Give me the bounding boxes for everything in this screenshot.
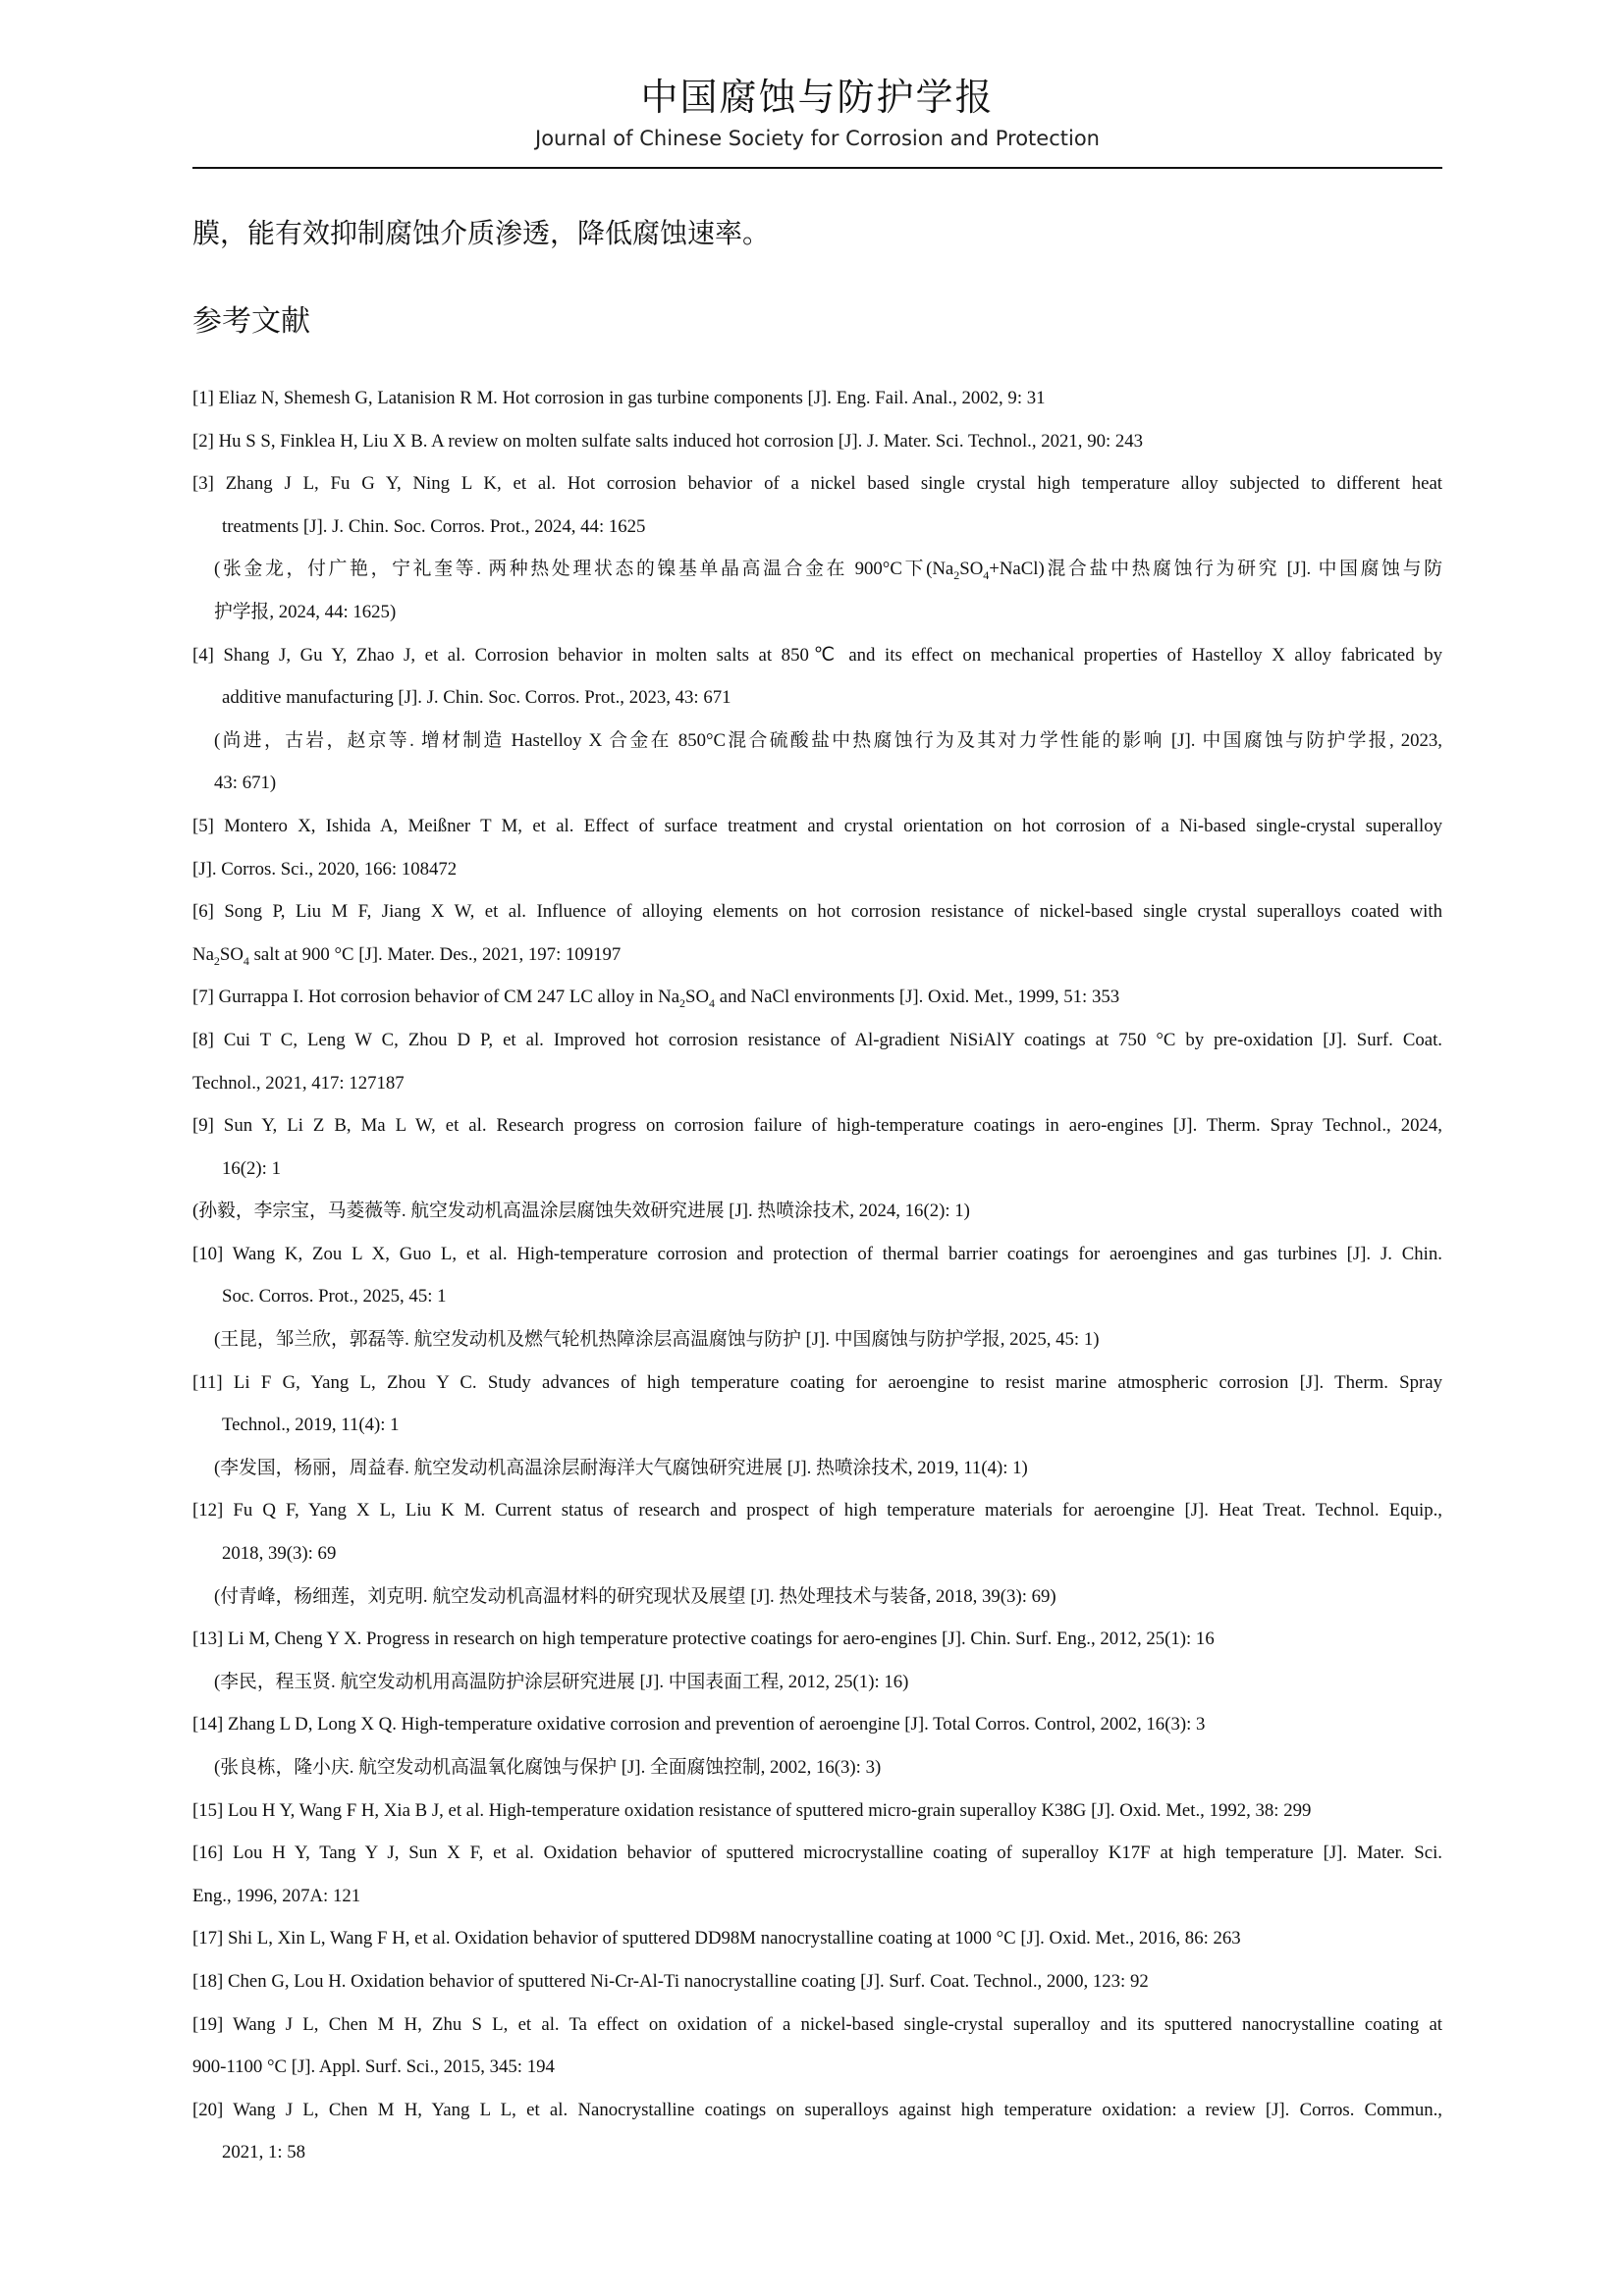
reference-text: 2018, 39(3): 69 xyxy=(222,1543,337,1565)
reference-line xyxy=(192,1148,1442,1191)
journal-title-en: Journal of Chinese Society for Corrosion and Protection xyxy=(535,127,1100,150)
reference-text: (李发国，杨丽，周益春. 航空发动机高温涂层耐海洋大气腐蚀研究进展 [J]. 热喷涂技术, 2019, 11(4): 1) xyxy=(214,1457,1028,1478)
reference-text: (尚进，古岩，赵京等. 增材制造 Hastelloy X 合金在 850°C混合硫酸盐中热腐蚀行为及其对力学性能的影响 [J]. 中国腐蚀与防护学报, 2023, xyxy=(214,729,1442,751)
reference-text: [12] Fu Q F, Yang X L, Liu K M. Current status of research and prospect of high temperature materials for aeroengine [J]. Heat Treat. Technol. Equip., xyxy=(192,1500,1442,1522)
reference-text: Soc. Corros. Prot., 2025, 45: 1 xyxy=(222,1286,447,1308)
reference-line xyxy=(192,2089,1442,2132)
reference-text: (孙毅，李宗宝，马菱薇等. 航空发动机高温涂层腐蚀失效研究进展 [J]. 热喷涂技术, 2024, 16(2): 1) xyxy=(192,1201,970,1222)
reference-text: Technol., 2021, 417: 127187 xyxy=(192,1072,405,1094)
reference-line xyxy=(192,1447,1442,1490)
reference-text: 2021, 1: 58 xyxy=(222,2142,306,2163)
reference-text: SO xyxy=(959,559,984,580)
reference-text: [16] Lou H Y, Tang Y J, Sun X F, et al. Oxidation behavior of sputtered microcrystalline coating of superalloy K17F at high temperature [J]. Mater. Sci. xyxy=(192,1842,1442,1864)
reference-text: [10] Wang K, Zou L X, Guo L, et al. High-temperature corrosion and protection of thermal barrier coatings for aeroengines and gas turbines [J]. J. Chin. xyxy=(192,1243,1442,1264)
reference-text: 43: 671) xyxy=(214,773,277,794)
reference-line xyxy=(192,1404,1442,1447)
reference-text: Na xyxy=(192,943,214,965)
reference-line xyxy=(192,1917,1442,1960)
reference-line xyxy=(192,591,1442,634)
reference-line xyxy=(192,1532,1442,1575)
reference-line xyxy=(192,1233,1442,1276)
reference-line xyxy=(192,1875,1442,1918)
reference-text: [9] Sun Y, Li Z B, Ma L W, et al. Research progress on corrosion failure of high-temperature coatings in aero-engines [J]. Therm. Spray Technol., 2024, xyxy=(192,1115,1442,1137)
reference-line xyxy=(192,1960,1442,2003)
reference-text: [J]. Corros. Sci., 2020, 166: 108472 xyxy=(192,858,458,880)
reference-text: (王昆，邹兰欣，郭磊等. 航空发动机及燃气轮机热障涂层高温腐蚀与防护 [J]. 中国腐蚀与防护学报, 2025, 45: 1) xyxy=(214,1329,1100,1351)
reference-text: SO xyxy=(685,987,710,1008)
reference-text: [2] Hu S S, Finklea H, Liu X B. A review on molten sulfate salts induced hot corrosion [J]. J. Mater. Sci. Technol., 2021, 90: 243 xyxy=(192,430,1144,452)
reference-text: additive manufacturing [J]. J. Chin. Soc. Corros. Prot., 2023, 43: 671 xyxy=(222,687,731,709)
journal-header xyxy=(192,73,1442,153)
reference-line xyxy=(192,1789,1442,1833)
reference-subscript: 4 xyxy=(983,568,990,583)
reference-line xyxy=(192,1318,1442,1362)
reference-text: 900-1100 °C [J]. Appl. Surf. Sci., 2015, 345: 194 xyxy=(192,2056,555,2078)
body-paragraph: 膜，能有效抑制腐蚀介质渗透，降低腐蚀速率。 xyxy=(192,217,771,249)
reference-line xyxy=(192,2046,1442,2089)
reference-line xyxy=(192,976,1442,1019)
reference-text: [6] Song P, Liu M F, Jiang X W, et al. Influence of alloying elements on hot corrosion resistance of nickel-based single crystal superalloys coated with xyxy=(192,901,1442,923)
reference-line xyxy=(192,420,1442,463)
reference-text: +NaCl)混合盐中热腐蚀行为研究 [J]. 中国腐蚀与防 xyxy=(989,559,1442,580)
reference-line xyxy=(192,720,1442,763)
reference-line xyxy=(192,1575,1442,1619)
reference-subscript: 2 xyxy=(953,568,960,583)
section-title-references: 参考文献 xyxy=(192,304,310,339)
reference-subscript: 4 xyxy=(243,953,249,968)
reference-line xyxy=(192,1019,1442,1062)
reference-text: Technol., 2019, 11(4): 1 xyxy=(222,1415,400,1436)
reference-line xyxy=(192,1362,1442,1405)
reference-text: and NaCl environments [J]. Oxid. Met., 1999, 51: 353 xyxy=(715,987,1120,1008)
reference-line xyxy=(192,762,1442,805)
reference-text: [1] Eliaz N, Shemesh G, Latanision R M. Hot corrosion in gas turbine components [J]. Eng. Fail. Anal., 2002, 9: 31 xyxy=(192,388,1046,408)
reference-line xyxy=(192,1746,1442,1789)
header-divider xyxy=(192,167,1442,169)
reference-subscript: 2 xyxy=(679,996,686,1011)
reference-line xyxy=(192,548,1442,591)
reference-subscript: 4 xyxy=(709,996,716,1011)
reference-text: 护学报, 2024, 44: 1625) xyxy=(214,601,397,622)
reference-line xyxy=(192,1104,1442,1148)
reference-text: [18] Chen G, Lou H. Oxidation behavior of sputtered Ni-Cr-Al-Ti nanocrystalline coating [J]. Surf. Coat. Technol., 2000, 123: 92 xyxy=(192,1970,1149,1992)
reference-text: [5] Montero X, Ishida A, Meißner T M, et al. Effect of surface treatment and crystal orientation on hot corrosion of a Ni-based single-crystal superalloy xyxy=(192,815,1442,836)
reference-text: (付青峰，杨细莲，刘克明. 航空发动机高温材料的研究现状及展望 [J]. 热处理技术与装备, 2018, 39(3): 69) xyxy=(214,1585,1056,1607)
reference-line xyxy=(192,462,1442,506)
reference-text: (张良栋，隆小庆. 航空发动机高温氧化腐蚀与保护 [J]. 全面腐蚀控制, 2002, 16(3): 3) xyxy=(214,1757,882,1778)
reference-text: [8] Cui T C, Leng W C, Zhou D P, et al. Improved hot corrosion resistance of Al-gradient NiSiAlY coatings at 750 °C by pre-oxidation [J]. Surf. Coat. xyxy=(192,1029,1442,1050)
reference-text: (张金龙，付广艳，宁礼奎等. 两种热处理状态的镍基单晶高温合金在 900°C下(Na xyxy=(214,559,954,580)
reference-line xyxy=(192,2131,1442,2174)
reference-line xyxy=(192,805,1442,848)
reference-text: [7] Gurrappa I. Hot corrosion behavior of CM 247 LC alloy in Na xyxy=(192,987,680,1008)
reference-line xyxy=(192,1190,1442,1233)
reference-line xyxy=(192,506,1442,549)
reference-text: (李民，程玉贤. 航空发动机用高温防护涂层研究进展 [J]. 中国表面工程, 2012, 25(1): 16) xyxy=(214,1671,909,1692)
reference-line xyxy=(192,1062,1442,1105)
reference-text: [14] Zhang L D, Long X Q. High-temperature oxidative corrosion and prevention of aeroengine [J]. Total Corros. Control, 2002, 16(3): 3 xyxy=(192,1714,1206,1735)
reference-line xyxy=(192,1618,1442,1661)
reference-text: 16(2): 1 xyxy=(222,1157,281,1179)
reference-line xyxy=(192,1832,1442,1875)
reference-line xyxy=(192,676,1442,720)
reference-line xyxy=(192,934,1442,977)
reference-text: [19] Wang J L, Chen M H, Zhu S L, et al. Ta effect on oxidation of a nickel-based single-crystal superalloy and its sputtered nanocrystalline coating at xyxy=(192,2013,1442,2035)
reference-text: salt at 900 °C [J]. Mater. Des., 2021, 197: 109197 xyxy=(248,943,622,965)
reference-text: SO xyxy=(219,943,244,965)
reference-text: treatments [J]. J. Chin. Soc. Corros. Prot., 2024, 44: 1625 xyxy=(222,515,646,537)
reference-line xyxy=(192,1275,1442,1318)
reference-text: [20] Wang J L, Chen M H, Yang L L, et al. Nanocrystalline coatings on superalloys against high temperature oxidation: a review [J]. Corros. Commun., xyxy=(192,2099,1442,2120)
journal-title-cn: 中国腐蚀与防护学报 xyxy=(640,76,995,119)
reference-line xyxy=(192,848,1442,891)
reference-text: [13] Li M, Cheng Y X. Progress in research on high temperature protective coatings for aero-engines [J]. Chin. Surf. Eng., 2012, 25(1): 16 xyxy=(192,1629,1215,1650)
reference-text: Eng., 1996, 207A: 121 xyxy=(192,1885,361,1906)
reference-list xyxy=(192,377,1442,2174)
reference-line xyxy=(192,1489,1442,1532)
reference-line xyxy=(192,634,1442,677)
reference-text: [3] Zhang J L, Fu G Y, Ning L K, et al. Hot corrosion behavior of a nickel based single crystal high temperature alloy subjected to different heat xyxy=(192,473,1442,495)
reference-text: [17] Shi L, Xin L, Wang F H, et al. Oxidation behavior of sputtered DD98M nanocrystalline coating at 1000 °C [J]. Oxid. Met., 2016, 86: 263 xyxy=(192,1928,1241,1949)
reference-subscript: 2 xyxy=(213,953,220,968)
reference-text: [11] Li F G, Yang L, Zhou Y C. Study advances of high temperature coating for aeroengine to resist marine atmospheric corrosion [J]. Therm. Spray xyxy=(192,1371,1442,1393)
reference-line xyxy=(192,2003,1442,2047)
reference-line xyxy=(192,1703,1442,1746)
reference-line xyxy=(192,890,1442,934)
reference-line xyxy=(192,1661,1442,1704)
reference-text: [4] Shang J, Gu Y, Zhao J, et al. Corrosion behavior in molten salts at 850℃ and its effect on mechanical properties of Hastelloy X alloy fabricated by xyxy=(192,644,1442,666)
reference-line xyxy=(192,377,1442,420)
reference-text: [15] Lou H Y, Wang F H, Xia B J, et al. High-temperature oxidation resistance of sputtered micro-grain superalloy K38G [J]. Oxid. Met., 1992, 38: 299 xyxy=(192,1799,1312,1821)
